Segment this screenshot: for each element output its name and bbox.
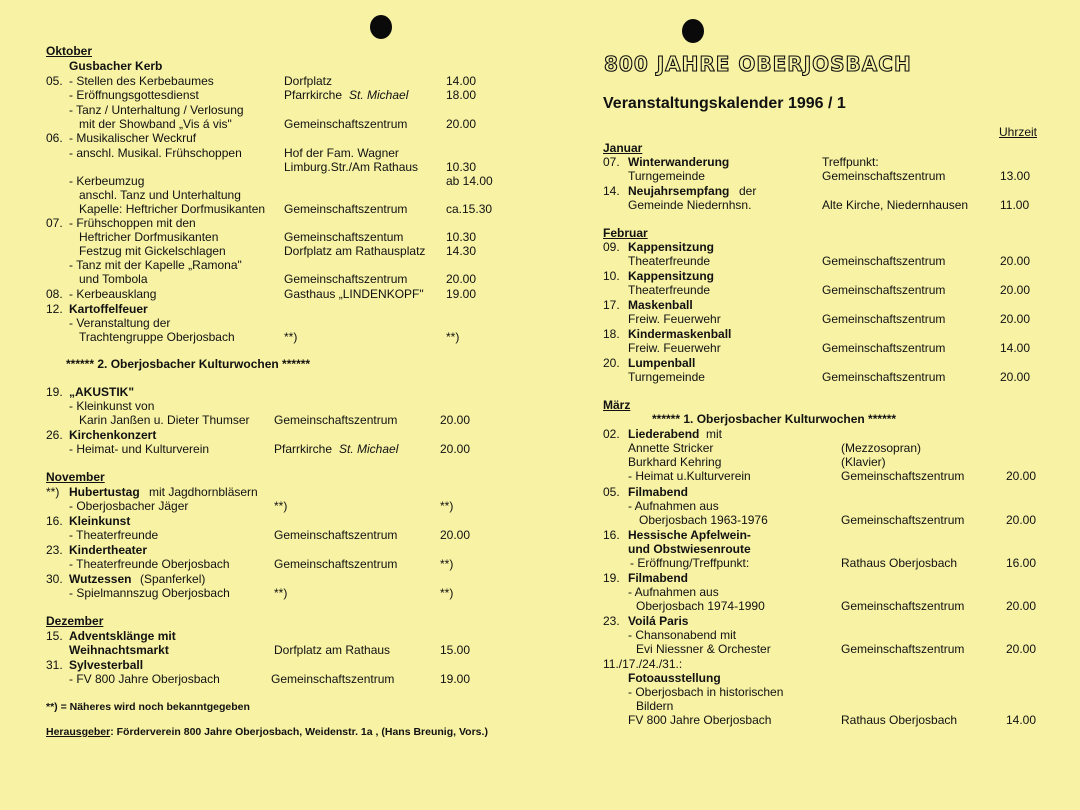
left-text-line: mit der Showband „Vis á vis" bbox=[79, 117, 232, 131]
left-text-line: 20.00 bbox=[446, 117, 477, 131]
left-text-line: - anschl. Musikal. Frühschoppen bbox=[69, 146, 242, 160]
left-text-line: Pfarrkirche bbox=[284, 88, 343, 102]
left-text-line: - Veranstaltung der bbox=[69, 316, 171, 330]
left-text-line: ab 14.00 bbox=[446, 174, 493, 188]
right-text-line: Bildern bbox=[636, 699, 674, 713]
left-text-line: Gemeinschaftszentrum bbox=[274, 413, 398, 427]
left-text-line: 06. bbox=[46, 131, 63, 145]
right-text-line: 09. bbox=[603, 240, 620, 254]
left-text-line: „AKUSTIK" bbox=[69, 385, 135, 399]
left-text-line: Gemeinschaftszentrum bbox=[284, 117, 408, 131]
left-text-line: Weihnachtsmarkt bbox=[69, 643, 169, 657]
right-text-line: 07. bbox=[603, 155, 620, 169]
left-text-line: Limburg.Str./Am Rathaus bbox=[284, 160, 419, 174]
right-text-line: Burkhard Kehring bbox=[628, 455, 722, 469]
left-text-line: Adventsklänge mit bbox=[69, 629, 176, 643]
left-text-line: 15.00 bbox=[440, 643, 471, 657]
left-text-line: Gasthaus „LINDENKOPF" bbox=[284, 287, 424, 301]
right-text-line: und Obstwiesenroute bbox=[628, 542, 751, 556]
right-text-line: 14.00 bbox=[1000, 341, 1031, 355]
left-text-line: 10.30 bbox=[446, 160, 477, 174]
right-text-line: Gemeinschaftszentrum bbox=[822, 312, 946, 326]
right-text-line: Freiw. Feuerwehr bbox=[628, 312, 721, 326]
left-text-line: **) bbox=[46, 485, 60, 499]
left-text-line: 16. bbox=[46, 514, 63, 528]
right-text-line: 14. bbox=[603, 184, 620, 198]
left-text-line: - Eröffnungsgottesdienst bbox=[69, 88, 199, 102]
left-text-line: 07. bbox=[46, 216, 63, 230]
right-text-line: 20.00 bbox=[1006, 599, 1037, 613]
left-text-line: 14.00 bbox=[446, 74, 477, 88]
punch-hole-left bbox=[370, 15, 392, 39]
right-text-line: 20.00 bbox=[1000, 312, 1031, 326]
left-text-line: 12. bbox=[46, 302, 63, 316]
right-text-line: 20.00 bbox=[1000, 254, 1031, 268]
left-text-line: 30. bbox=[46, 572, 63, 586]
right-text-line: 02. bbox=[603, 427, 620, 441]
right-text-line: 11.00 bbox=[1000, 198, 1030, 212]
right-text-line: - Aufnahmen aus bbox=[628, 585, 719, 599]
right-text-line: Kindermaskenball bbox=[628, 327, 732, 341]
left-text-line: - Kerbeumzug bbox=[69, 174, 145, 188]
right-text-line: Theaterfreunde bbox=[628, 254, 711, 268]
right-text-line: - Eröffnung/Treffpunkt: bbox=[630, 556, 750, 570]
left-text-line: 05. bbox=[46, 74, 63, 88]
left-text-line: - Musikalischer Weckruf bbox=[69, 131, 197, 145]
left-text-line: Oktober bbox=[46, 44, 93, 58]
left-text-line: **) bbox=[274, 586, 288, 600]
right-text-line: Kappensitzung bbox=[628, 269, 714, 283]
left-text-line: Festzug mit Gickelschlagen bbox=[79, 244, 226, 258]
left-text-line: ca.15.30 bbox=[446, 202, 493, 216]
publisher-text: : Förderverein 800 Jahre Oberjosbach, Weidenstr. 1a , (Hans Breunig, Vors.) bbox=[110, 726, 488, 738]
left-text-line: 08. bbox=[46, 287, 63, 301]
publisher-line bbox=[46, 725, 488, 739]
right-text-line: Voilá Paris bbox=[628, 614, 689, 628]
right-text-line: Treffpunkt: bbox=[822, 155, 879, 169]
right-text-line: Rathaus Oberjosbach bbox=[841, 713, 958, 727]
right-text-line: Evi Niessner & Orchester bbox=[636, 642, 771, 656]
right-text-line: 20.00 bbox=[1000, 283, 1031, 297]
right-text-line: Theaterfreunde bbox=[628, 283, 711, 297]
right-text-line: 20.00 bbox=[1006, 642, 1037, 656]
right-text-line: Rathaus Oberjosbach bbox=[841, 556, 958, 570]
footnote: **) = Näheres wird noch bekanntgegeben bbox=[46, 701, 250, 713]
left-text-line: Sylvesterball bbox=[69, 658, 144, 672]
left-text-line: und Tombola bbox=[79, 272, 148, 286]
left-text-line: Dorfplatz am Rathausplatz bbox=[284, 244, 426, 258]
left-text-line: 26. bbox=[46, 428, 63, 442]
left-text-line: 19.00 bbox=[440, 672, 471, 686]
right-text-line: Turngemeinde bbox=[628, 370, 705, 384]
left-text-line: Trachtengruppe Oberjosbach bbox=[79, 330, 235, 344]
left-text-line: - Kerbeausklang bbox=[69, 287, 157, 301]
right-text-line: 13.00 bbox=[1000, 169, 1031, 183]
right-text-line: Hessische Apfelwein- bbox=[628, 528, 751, 542]
right-text-line: Alte Kirche, Niedernhausen bbox=[822, 198, 969, 212]
left-text-line: November bbox=[46, 470, 105, 484]
left-text-line: 18.00 bbox=[446, 88, 477, 102]
right-text-line: 10. bbox=[603, 269, 620, 283]
left-text-line: **) bbox=[284, 330, 298, 344]
right-text-line: 11./17./24./31.: bbox=[603, 657, 683, 671]
right-text-line: - Aufnahmen aus bbox=[628, 499, 719, 513]
left-text-line: Dezember bbox=[46, 614, 104, 628]
time-column-header: Uhrzeit bbox=[999, 125, 1038, 139]
right-text-line: Gemeinschaftszentrum bbox=[841, 599, 965, 613]
left-text-line: Gemeinschaftszentum bbox=[284, 230, 404, 244]
left-text-line: - Theaterfreunde bbox=[69, 528, 159, 542]
left-text-line: - Frühschoppen mit den bbox=[69, 216, 196, 230]
left-text-line: - Theaterfreunde Oberjosbach bbox=[69, 557, 230, 571]
right-text-line: 17. bbox=[603, 298, 620, 312]
left-text-line: St. Michael bbox=[349, 88, 409, 102]
left-text-line: **) bbox=[440, 586, 454, 600]
right-text-line: Gemeinschaftszentrum bbox=[822, 370, 946, 384]
left-text-line: - Tanz / Unterhaltung / Verlosung bbox=[69, 103, 244, 117]
punch-hole-right bbox=[682, 19, 704, 43]
left-text-line: Kapelle: Heftricher Dorfmusikanten bbox=[79, 202, 266, 216]
left-text-line: (Spanferkel) bbox=[140, 572, 206, 586]
left-text-line: Gemeinschaftszentrum bbox=[271, 672, 395, 686]
left-text-line: Heftricher Dorfmusikanten bbox=[79, 230, 219, 244]
right-text-line: 20. bbox=[603, 356, 620, 370]
right-text-line: Fotoausstellung bbox=[628, 671, 721, 685]
right-text-line: ****** 1. Oberjosbacher Kulturwochen ****** bbox=[652, 412, 897, 426]
right-text-line: mit bbox=[706, 427, 722, 441]
right-text-line: Neujahrsempfang bbox=[628, 184, 730, 198]
left-text-line: - Tanz mit der Kapelle „Ramona" bbox=[69, 258, 242, 272]
left-text-line: Kirchenkonzert bbox=[69, 428, 157, 442]
left-text-line: ****** 2. Oberjosbacher Kulturwochen ****** bbox=[66, 357, 311, 371]
right-text-line: Oberjosbach 1974-1990 bbox=[636, 599, 765, 613]
right-text-line: (Mezzosopran) bbox=[841, 441, 922, 455]
left-text-line: 20.00 bbox=[440, 442, 471, 456]
right-text-line: Februar bbox=[603, 226, 648, 240]
left-text-line: Dorfplatz am Rathaus bbox=[274, 643, 391, 657]
left-text-line: Wutzessen bbox=[69, 572, 132, 586]
left-text-line: Gemeinschaftszentrum bbox=[274, 557, 398, 571]
left-text-line: - Heimat- und Kulturverein bbox=[69, 442, 210, 456]
right-text-line: Gemeinschaftszentrum bbox=[841, 469, 965, 483]
left-text-line: Gusbacher Kerb bbox=[69, 59, 163, 73]
left-text-line: 14.30 bbox=[446, 244, 477, 258]
right-text-line: Turngemeinde bbox=[628, 169, 705, 183]
right-text-line: Januar bbox=[603, 141, 643, 155]
left-text-line: 20.00 bbox=[440, 528, 471, 542]
left-text-line: 23. bbox=[46, 543, 63, 557]
left-text-line: 20.00 bbox=[440, 413, 471, 427]
right-text-line: Winterwanderung bbox=[628, 155, 730, 169]
right-text-line: Freiw. Feuerwehr bbox=[628, 341, 721, 355]
right-text-line: Gemeinschaftszentrum bbox=[822, 283, 946, 297]
right-text-line: März bbox=[603, 398, 631, 412]
right-text-line: 20.00 bbox=[1006, 513, 1037, 527]
right-text-line: Lumpenball bbox=[628, 356, 696, 370]
left-text-line: Gemeinschaftszentrum bbox=[274, 528, 398, 542]
left-text-line: Karin Janßen u. Dieter Thumser bbox=[79, 413, 250, 427]
left-text-line: 19. bbox=[46, 385, 63, 399]
right-text-line: Liederabend bbox=[628, 427, 700, 441]
right-text-line: Gemeinschaftszentrum bbox=[822, 254, 946, 268]
left-text-line: **) bbox=[440, 557, 454, 571]
right-text-line: (Klavier) bbox=[841, 455, 886, 469]
left-text-line: - FV 800 Jahre Oberjosbach bbox=[69, 672, 220, 686]
right-text-line: 20.00 bbox=[1000, 370, 1031, 384]
right-text-line: - Heimat u.Kulturverein bbox=[628, 469, 751, 483]
right-text-line: - Oberjosbach in historischen bbox=[628, 685, 784, 699]
right-text-line: der bbox=[739, 184, 757, 198]
right-text-line: 05. bbox=[603, 485, 620, 499]
right-text-line: Gemeinschaftszentrum bbox=[841, 642, 965, 656]
right-text-line: Filmabend bbox=[628, 485, 689, 499]
right-text-line: 18. bbox=[603, 327, 620, 341]
right-text-line: 19. bbox=[603, 571, 620, 585]
left-text-line: Dorfplatz bbox=[284, 74, 333, 88]
right-text-line: 14.00 bbox=[1006, 713, 1037, 727]
right-text-line: 20.00 bbox=[1006, 469, 1037, 483]
right-text-line: FV 800 Jahre Oberjosbach bbox=[628, 713, 772, 727]
left-text-line: St. Michael bbox=[339, 442, 399, 456]
left-text-line: Gemeinschaftszentrum bbox=[284, 202, 408, 216]
left-text-line: anschl. Tanz und Unterhaltung bbox=[79, 188, 241, 202]
page-title: 800 JAHRE OBERJOSBACH bbox=[604, 52, 912, 76]
left-text-line: **) bbox=[446, 330, 460, 344]
right-text-line: Kappensitzung bbox=[628, 240, 714, 254]
left-text-line: **) bbox=[274, 499, 288, 513]
right-text-line: Gemeinde Niedernhsn. bbox=[628, 198, 752, 212]
right-text-line: Gemeinschaftszentrum bbox=[822, 341, 946, 355]
publisher-label: Herausgeber bbox=[46, 726, 111, 738]
left-text-line: - Spielmannszug Oberjosbach bbox=[69, 586, 230, 600]
left-text-line: - Oberjosbacher Jäger bbox=[69, 499, 189, 513]
left-text-line: Pfarrkirche bbox=[274, 442, 333, 456]
left-text-line: 31. bbox=[46, 658, 63, 672]
left-text-line: 10.30 bbox=[446, 230, 477, 244]
left-text-line: 19.00 bbox=[446, 287, 477, 301]
left-text-line: mit Jagdhornbläsern bbox=[149, 485, 258, 499]
right-text-line: Gemeinschaftszentrum bbox=[841, 513, 965, 527]
left-text-line: 15. bbox=[46, 629, 63, 643]
left-text-line: Gemeinschaftszentrum bbox=[284, 272, 408, 286]
right-text-line: Oberjosbach 1963-1976 bbox=[639, 513, 768, 527]
left-text-line: Kleinkunst bbox=[69, 514, 131, 528]
right-text-line: 23. bbox=[603, 614, 620, 628]
left-text-line: Kindertheater bbox=[69, 543, 148, 557]
left-text-line: 20.00 bbox=[446, 272, 477, 286]
right-text-line: Annette Stricker bbox=[628, 441, 714, 455]
right-text-line: Filmabend bbox=[628, 571, 689, 585]
left-text-line: - Kleinkunst von bbox=[69, 399, 155, 413]
left-text-line: Hof der Fam. Wagner bbox=[284, 146, 399, 160]
calendar-subtitle: Veranstaltungskalender 1996 / 1 bbox=[603, 95, 846, 112]
right-text-line: Maskenball bbox=[628, 298, 693, 312]
right-text-line: 16.00 bbox=[1006, 556, 1037, 570]
right-text-line: 16. bbox=[603, 528, 620, 542]
left-text-line: Kartoffelfeuer bbox=[69, 302, 148, 316]
left-text-line: Hubertustag bbox=[69, 485, 140, 499]
right-text-line: - Chansonabend mit bbox=[628, 628, 737, 642]
left-text-line: **) bbox=[440, 499, 454, 513]
right-text-line: Gemeinschaftszentrum bbox=[822, 169, 946, 183]
left-text-line: - Stellen des Kerbebaumes bbox=[69, 74, 214, 88]
